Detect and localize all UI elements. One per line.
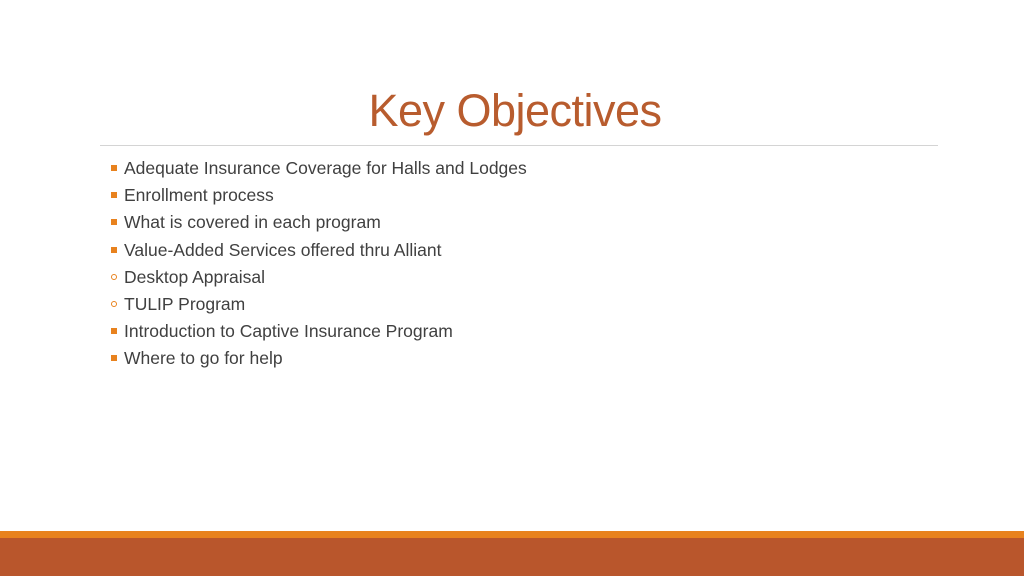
ring-bullet-icon (111, 301, 117, 307)
bullet-list (108, 155, 527, 373)
square-bullet-icon (111, 219, 117, 225)
footer-band (0, 538, 1024, 576)
bullet-item (108, 237, 527, 264)
bullet-item (108, 318, 527, 345)
bullet-item (108, 155, 527, 182)
footer-accent-stripe (0, 531, 1024, 538)
bullet-text: What is covered in each program (124, 212, 381, 233)
bullet-text: TULIP Program (124, 293, 246, 314)
slide-title: Key Objectives (368, 85, 662, 136)
bullet-item (108, 291, 527, 318)
title-divider (100, 145, 938, 146)
bullet-text: Enrollment process (124, 185, 274, 206)
square-bullet-icon (111, 165, 117, 171)
square-bullet-icon (111, 247, 117, 253)
bullet-text: Introduction to Captive Insurance Program (124, 321, 453, 342)
bullet-item (108, 182, 527, 209)
bullet-text: Adequate Insurance Coverage for Halls and Lodges (124, 158, 527, 178)
square-bullet-icon (111, 355, 117, 361)
bullet-text: Value-Added Services offered thru Alliant (124, 239, 442, 260)
square-bullet-icon (111, 328, 117, 334)
bullet-text: Desktop Appraisal (124, 266, 266, 287)
bullet-item (108, 345, 527, 372)
bullet-item (108, 264, 527, 291)
square-bullet-icon (111, 192, 117, 198)
ring-bullet-icon (111, 274, 117, 280)
bullet-item (108, 209, 527, 236)
bullet-text: Where to go for help (124, 348, 283, 369)
